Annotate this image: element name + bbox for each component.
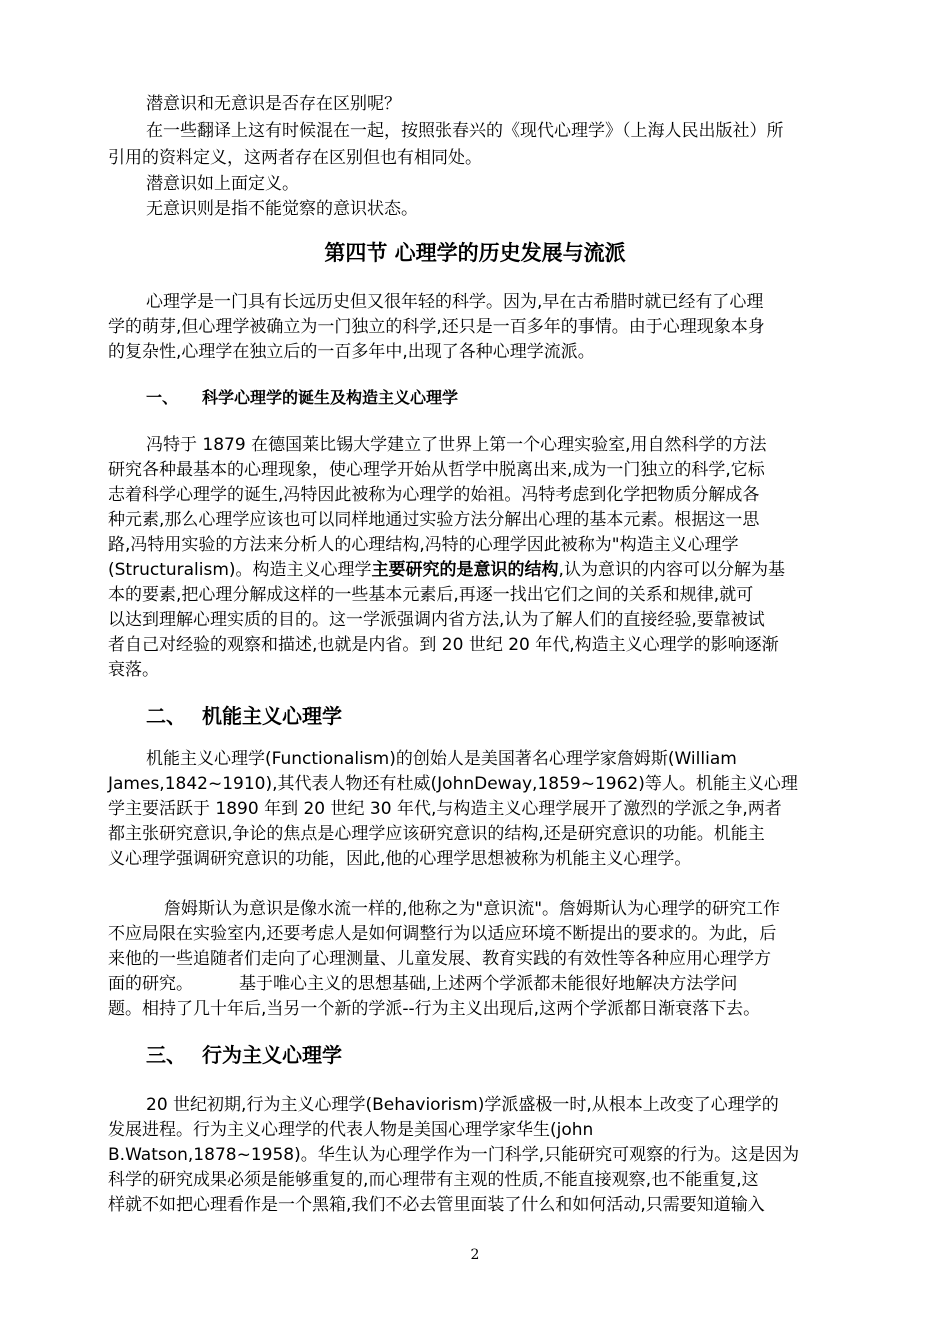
body-line: 机能主义心理学(Functionalism)的创始人是美国著名心理学家詹姆斯(William [146, 749, 737, 769]
body-line: 者自己对经验的观察和描述,也就是内省。到 20 世纪 20 年代,构造主义心理学的影响逐渐 [108, 635, 779, 655]
body-line: 发展进程。行为主义心理学的代表人物是美国心理学家华生(john [108, 1120, 594, 1140]
heading-number: 一、 [146, 388, 179, 407]
body-line: 都主张研究意识,争论的焦点是心理学应该研究意识的结构,还是研究意识的功能。机能主 [108, 824, 765, 844]
body-line: B.Watson,1878~1958)。华生认为心理学作为一门科学,只能研究可观察的行为。这是因为 [108, 1145, 800, 1165]
body-line: 以达到理解心理实质的目的。这一学派强调内省方法,认为了解人们的直接经验,要靠被试 [108, 610, 765, 630]
text-run: ,认为意识的内容可以分解为基 [558, 560, 785, 580]
body-line: 科学的研究成果必须是能够重复的,而心理带有主观的性质,不能直接观察,也不能重复,这 [108, 1170, 759, 1190]
heading-title: 科学心理学的诞生及构造主义心理学 [202, 388, 459, 407]
body-line: 志着科学心理学的诞生,冯特因此被称为心理学的始祖。冯特考虑到化学把物质分解成各 [108, 485, 760, 505]
body-line: James,1842~1910),其代表人物还有杜威(JohnDeway,1859~1962)等人。机能主义心理 [108, 774, 798, 794]
body-line: 样就不如把心理看作是一个黑箱,我们不必去管里面装了什么和如何活动,只需要知道输入 [108, 1195, 765, 1215]
body-line: 路,冯特用实验的方法来分析人的心理结构,冯特的心理学因此被称为"构造主义心理学 [108, 535, 739, 555]
body-line [108, 558, 785, 583]
heading-part3 [146, 1041, 342, 1069]
emphasis-text: 主要研究的是意识的结构 [371, 560, 559, 580]
body-line: 20 世纪初期,行为主义心理学(Behaviorism)学派盛极一时,从根本上改变了心理学的 [146, 1095, 779, 1115]
body-line: 学主要活跃于 1890 年到 20 世纪 30 年代,与构造主义心理学展开了激烈的学派之争,两者 [108, 799, 782, 819]
section-intro-line: 学的萌芽,但心理学被确立为一门独立的科学,还只是一百多年的事情。由于心理现象本身 [108, 317, 765, 337]
intro-line: 潜意识和无意识是否存在区别呢？ [146, 94, 401, 114]
heading-title: 机能主义心理学 [202, 704, 342, 728]
body-line: 詹姆斯认为意识是像水流一样的,他称之为"意识流"。詹姆斯认为心理学的研究工作 [164, 899, 781, 919]
intro-line: 无意识则是指不能觉察的意识状态。 [146, 199, 418, 219]
body-line: 来他的一些追随者们走向了心理测量、儿童发展、教育实践的有效性等各种应用心理学方 [108, 949, 771, 969]
heading-number: 三、 [146, 1043, 186, 1067]
body-line: 义心理学强调研究意识的功能，因此,他的心理学思想被称为机能主义心理学。 [108, 849, 692, 869]
body-line: 衰落。 [108, 660, 159, 680]
text-run: 面的研究。 [108, 974, 193, 994]
body-line: 种元素,那么心理学应该也可以同样地通过实验方法分解出心理的基本元素。根据这一思 [108, 510, 760, 530]
section-title: 第四节 心理学的历史发展与流派 [324, 241, 626, 265]
heading-title: 行为主义心理学 [202, 1043, 342, 1067]
text-run: 基于唯心主义的思想基础,上述两个学派都未能很好地解决方法学问 [239, 974, 738, 994]
body-line: 本的要素,把心理分解成这样的一些基本元素后,再逐一找出它们之间的关系和规律,就可 [108, 585, 754, 605]
text-run: (Structuralism)。构造主义心理学 [108, 560, 372, 580]
body-line: 研究各种最基本的心理现象，使心理学开始从哲学中脱离出来,成为一门独立的科学,它标 [108, 460, 765, 480]
body-line: 题。相持了几十年后,当另一个新的学派--行为主义出现后,这两个学派都日渐衰落下去。 [108, 999, 761, 1019]
intro-line: 在一些翻译上这有时候混在一起，按照张春兴的《现代心理学》（上海人民出版社）所 [146, 121, 784, 141]
section-intro-line: 心理学是一门具有长远历史但又很年轻的科学。因为,早在古希腊时就已经有了心理 [146, 292, 764, 312]
section-intro-line: 的复杂性,心理学在独立后的一百多年中,出现了各种心理学流派。 [108, 342, 595, 362]
page-number: 2 [470, 1247, 480, 1263]
heading-part2 [146, 702, 342, 730]
heading-number: 二、 [146, 704, 186, 728]
intro-line: 引用的资料定义，这两者存在区别但也有相同处。 [108, 148, 482, 168]
heading-part1 [146, 386, 458, 410]
intro-line: 潜意识如上面定义。 [146, 174, 299, 194]
body-line: 不应局限在实验室内,还要考虑人是如何调整行为以适应环境不断提出的要求的。为此，后 [108, 924, 777, 944]
body-line: 冯特于 1879 在德国莱比锡大学建立了世界上第一个心理实验室,用自然科学的方法 [146, 435, 767, 455]
body-line [108, 972, 737, 997]
